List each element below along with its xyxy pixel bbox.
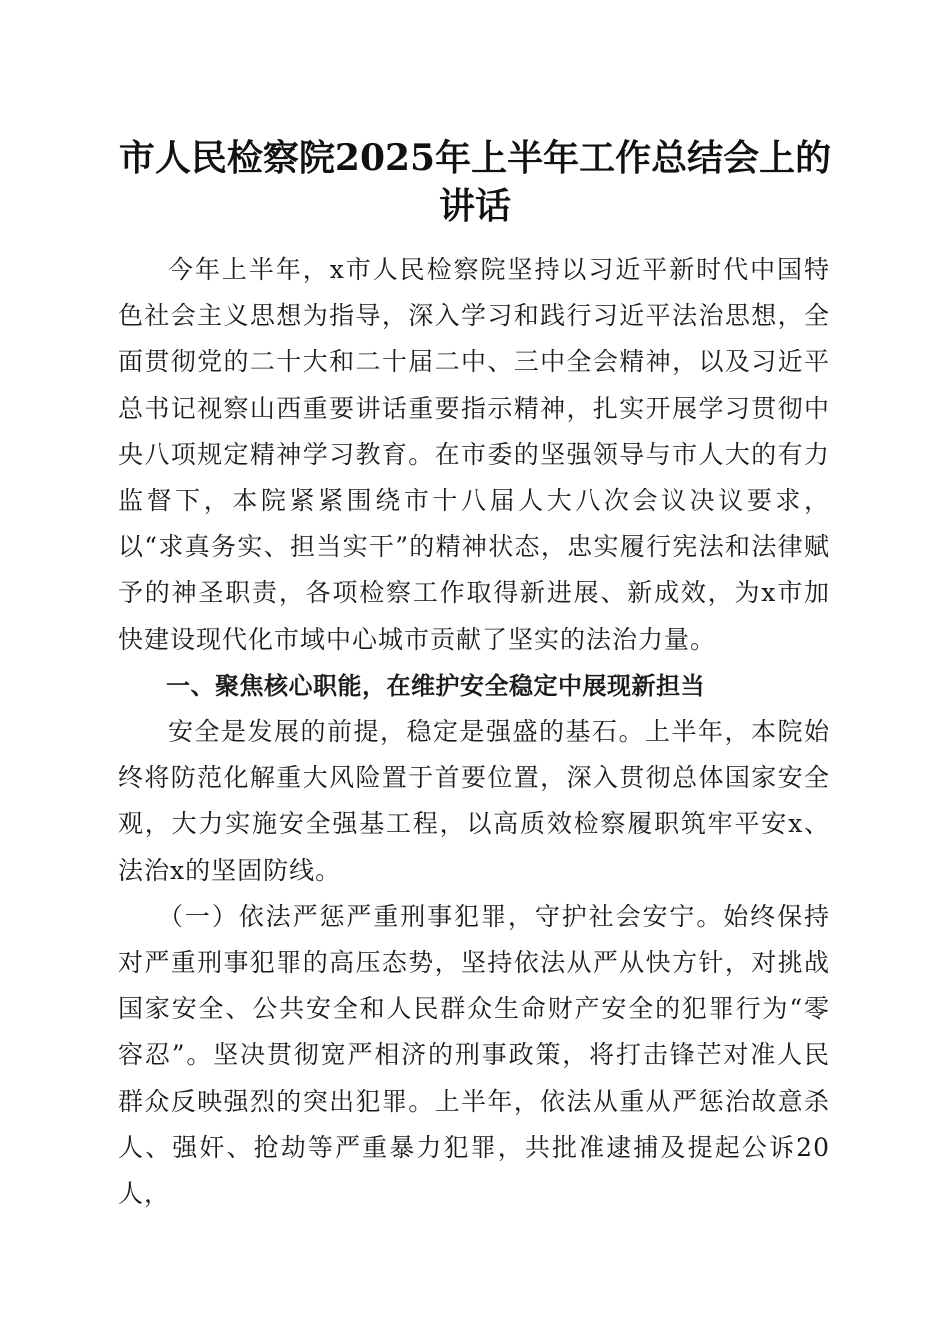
- subsection-paragraph: （一）依法严惩严重刑事犯罪，守护社会安宁。始终保持对严重刑事犯罪的高压态势，坚持依法从严从快方针，对挑战国家安全、公共安全和人民群众生命财产安全的犯罪行为“零容忍”。坚决贯彻宽严相济的刑事政策，将打击锋芒对准人民群众反映强烈的突出犯罪。上半年，依法从重从严惩治故意杀人、强奸、抢劫等严重暴力犯罪，共批准逮捕及提起公诉20人，: [118, 901, 830, 1209]
- document-body: [118, 247, 830, 1217]
- document-title: 市人民检察院2025年上半年工作总结会上的讲话: [118, 137, 832, 227]
- section-heading: 一、聚焦核心职能，在维护安全稳定中展现新担当: [166, 671, 705, 700]
- section-intro-paragraph: 安全是发展的前提，稳定是强盛的基石。上半年，本院始终将防范化解重大风险置于首要位置，深入贯彻总体国家安全观，大力实施安全强基工程，以高质效检察履职筑牢平安x、法治x的坚固防线。: [118, 717, 830, 885]
- intro-paragraph: 今年上半年，x市人民检察院坚持以习近平新时代中国特色社会主义思想为指导，深入学习和践行习近平法治思想，全面贯彻党的二十大和二十届二中、三中全会精神，以及习近平总书记视察山西重要讲话重要指示精神，扎实开展学习贯彻中央八项规定精神学习教育。在市委的坚强领导与市人大的有力监督下，本院紧紧围绕市十八届人大八次会议决议要求，以“求真务实、担当实干”的精神状态，忠实履行宪法和法律赋予的神圣职责，各项检察工作取得新进展、新成效，为x市加快建设现代化市域中心城市贡献了坚实的法治力量。: [118, 255, 830, 654]
